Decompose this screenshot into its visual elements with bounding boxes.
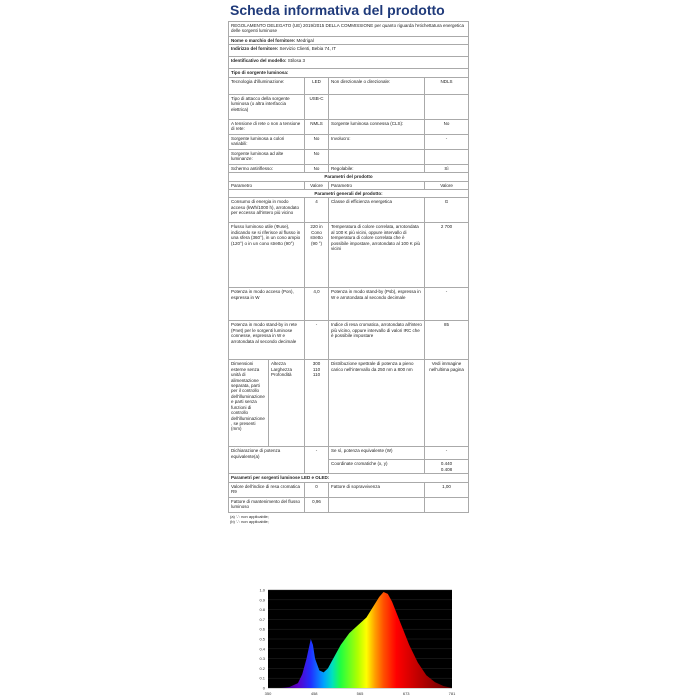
source-label: Involucro: — [329, 134, 425, 149]
led-row — [229, 482, 469, 497]
chromaticity-label: Coordinate cromatiche (x, y) — [329, 460, 425, 474]
dimensions-label: Dimensioni esterne senza unità di alimentazione separata, parti per il controllo dell'illuminazione e parti senza funzioni di controllo dell'illuminazione, se presenti (mm) — [229, 360, 269, 447]
source-label: Non direzionale o direzionale: — [329, 77, 425, 94]
led-heading-row — [229, 474, 469, 482]
led-value: 0,96 — [305, 497, 329, 512]
param-value: 220 in Cono stretto (90 °) — [305, 223, 329, 288]
source-label: Sorgente luminosa ad alte luminanze: — [229, 149, 305, 164]
supplier-name-row — [229, 37, 469, 45]
x-tick-label: 781 — [448, 691, 456, 696]
equivalent-label: Dichiarazione di potenza equivalente(a) — [229, 447, 305, 474]
y-tick-label: 0.1 — [259, 675, 265, 681]
dim-label: Larghezza — [271, 366, 293, 372]
source-label: Tecnologia d'illuminazione: — [229, 77, 305, 94]
dimensions-row — [229, 360, 469, 447]
param-value: 2 700 — [425, 223, 469, 288]
source-row — [229, 77, 469, 94]
source-value: NMLS — [305, 119, 329, 134]
general-heading-row — [229, 190, 469, 198]
spectral-value: Vedi immagine nell'ultima pagina — [425, 360, 469, 447]
param-label: Classe di efficienza energetica — [329, 198, 425, 223]
footnote: (a) '-': non applicabile; — [230, 513, 269, 519]
equivalent-w-value: - — [425, 447, 469, 460]
param-value: G — [425, 198, 469, 223]
source-value: USB-C — [305, 94, 329, 119]
dim-label: Profondità — [271, 372, 292, 378]
source-value: No — [305, 164, 329, 172]
x-tick-label: 673 — [402, 691, 410, 696]
col-param-header: Parametro — [229, 181, 305, 189]
model-label: Identificativo del modello: — [231, 58, 287, 64]
equivalent-row — [229, 447, 469, 460]
source-row — [229, 134, 469, 149]
source-value — [425, 94, 469, 119]
col-param-header: Parametro — [329, 181, 425, 189]
source-type-heading: Tipo di sorgente luminosa: — [229, 69, 469, 77]
source-value: No — [305, 149, 329, 164]
chromaticity-y: 0.408 — [440, 466, 453, 472]
equivalent-value: - — [305, 447, 329, 474]
source-row — [229, 149, 469, 164]
y-tick-label: 0.3 — [259, 656, 265, 662]
x-tick-label: 458 — [310, 691, 318, 696]
source-type-heading-row — [229, 69, 469, 77]
param-value: - — [305, 321, 329, 360]
param-value: 85 — [425, 321, 469, 360]
y-tick-label: 0.4 — [259, 646, 265, 652]
general-row — [229, 288, 469, 321]
dim-value: 110 — [312, 366, 321, 372]
general-row — [229, 198, 469, 223]
source-row — [229, 164, 469, 172]
product-info-sheet — [228, 0, 468, 524]
led-label: Fattore di sopravvivenza — [329, 482, 425, 497]
supplier-name-label: Nome o marchio del fornitore: — [231, 38, 296, 43]
source-value — [425, 149, 469, 164]
source-label: Tipo di attacco della sorgente luminosa (o altra interfaccia elettrica) — [229, 94, 305, 119]
source-label: Sorgente luminosa a colori variabili: — [229, 134, 305, 149]
param-value: 4,0 — [305, 288, 329, 321]
y-tick-label: 0.5 — [259, 636, 265, 642]
footnote: (b) '-': non applicabile; — [230, 518, 269, 524]
y-tick-label: 0.8 — [259, 607, 265, 613]
model-value: Stilosa 3 — [287, 58, 306, 64]
col-value-header: Valore — [425, 181, 469, 189]
general-heading: Parametri generali del prodotto: — [229, 190, 469, 198]
led-label: Valore dell'indice di resa cromatica R9 — [229, 482, 305, 497]
source-label: Regolabile: — [329, 164, 425, 172]
param-value: - — [425, 288, 469, 321]
product-params-heading: Parametri del prodotto — [229, 173, 469, 181]
y-tick-label: 0.9 — [259, 597, 265, 603]
source-label: A tensione di rete o non a tensione di rete: — [229, 119, 305, 134]
source-label: Sorgente luminosa connessa (CLS): — [329, 119, 425, 134]
source-row — [229, 119, 469, 134]
supplier-address-label: Indirizzo del fornitore: — [231, 46, 279, 52]
dim-value: 300 — [312, 361, 321, 367]
param-label: Temperatura di colore correlata, arrotondata al 100 K più vicini, oppure intervallo di temperatura di colore correlata che è possibile impostare, arrotondato al 100 K più vicini — [329, 223, 425, 288]
led-value: 0 — [305, 482, 329, 497]
regulation-row — [229, 22, 469, 37]
led-value — [425, 497, 469, 512]
column-header-row — [229, 181, 469, 189]
supplier-address-row — [229, 45, 469, 57]
source-label: Schermo antiriflesso: — [229, 164, 305, 172]
led-label — [329, 497, 425, 512]
param-label: Indice di resa cromatica, arrotondato all'intero più vicino, oppure intervallo di valori IRC che è possibile impostare — [329, 321, 425, 360]
source-value: LED — [305, 77, 329, 94]
y-tick-label: 0.2 — [259, 665, 265, 671]
y-tick-label: 0 — [262, 685, 265, 691]
footnotes — [228, 514, 468, 524]
param-label: Potenza in modo stand-by in rete (Pnet) per le sorgenti luminose connesse, espressa in W e arrotondata al secondo decimale — [229, 321, 305, 360]
supplier-name: Medrigal — [296, 38, 314, 43]
spectral-label: Distribuzione spettrale di potenza a pieno carico nell'intervallo da 250 nm a 800 nm — [329, 360, 425, 447]
x-tick-label: 350 — [264, 691, 272, 696]
source-value: No — [305, 134, 329, 149]
chromaticity-x: 0.440 — [440, 461, 453, 467]
dim-label: Altezza — [271, 361, 286, 367]
y-tick-label: 0.7 — [259, 616, 265, 622]
led-value: 1,00 — [425, 482, 469, 497]
param-value: 4 — [305, 198, 329, 223]
source-label — [329, 94, 425, 119]
spectrum-chart — [228, 578, 468, 700]
param-label: Consumo di energia in modo acceso (kWh/1000 h), arrotondato per eccesso all'intero più vicino — [229, 198, 305, 223]
source-row — [229, 94, 469, 119]
source-value: Sì — [425, 164, 469, 172]
source-value: - — [425, 134, 469, 149]
y-axis-ticks — [259, 588, 265, 691]
led-label: Fattore di mantenimento del flusso luminoso — [229, 497, 305, 512]
product-table — [228, 21, 469, 513]
x-axis-ticks — [265, 691, 456, 696]
param-label: Flusso luminoso utile (Φuse), indicando se si riferisce al flusso in una sfera (360°), in un cono ampio (120°) o in un cono stretto (90°) — [229, 223, 305, 288]
source-value: NDLS — [425, 77, 469, 94]
page-title: Scheda informativa del prodotto — [230, 2, 445, 18]
equivalent-w-label: Se sì, potenza equivalente (W) — [329, 447, 425, 460]
general-row — [229, 321, 469, 360]
y-tick-label: 1.0 — [259, 587, 265, 593]
supplier-address: Servizio Clienti, Bebia 74, IT — [279, 46, 337, 52]
x-tick-label: 565 — [356, 691, 364, 696]
model-row — [229, 57, 469, 69]
y-tick-label: 0.6 — [259, 626, 265, 632]
dim-value: 110 — [312, 372, 321, 378]
source-label — [329, 149, 425, 164]
col-value-header: Valore — [305, 181, 329, 189]
source-value: No — [425, 119, 469, 134]
led-heading: Parametri per sorgenti luminose LED e OLED: — [229, 474, 469, 482]
regulation-text: REGOLAMENTO DELEGATO (UE) 2019/2015 DELLA COMMISSIONE per quanto riguarda l'etichettatura energetica delle sorgenti luminose — [229, 22, 469, 37]
param-label: Potenza in modo stand-by (Psb), espressa in W e arrotondata al secondo decimale — [329, 288, 425, 321]
param-label: Potenza in modo acceso (Pon), espressa in W — [229, 288, 305, 321]
product-params-heading-row — [229, 173, 469, 181]
led-row — [229, 497, 469, 512]
general-row — [229, 223, 469, 288]
